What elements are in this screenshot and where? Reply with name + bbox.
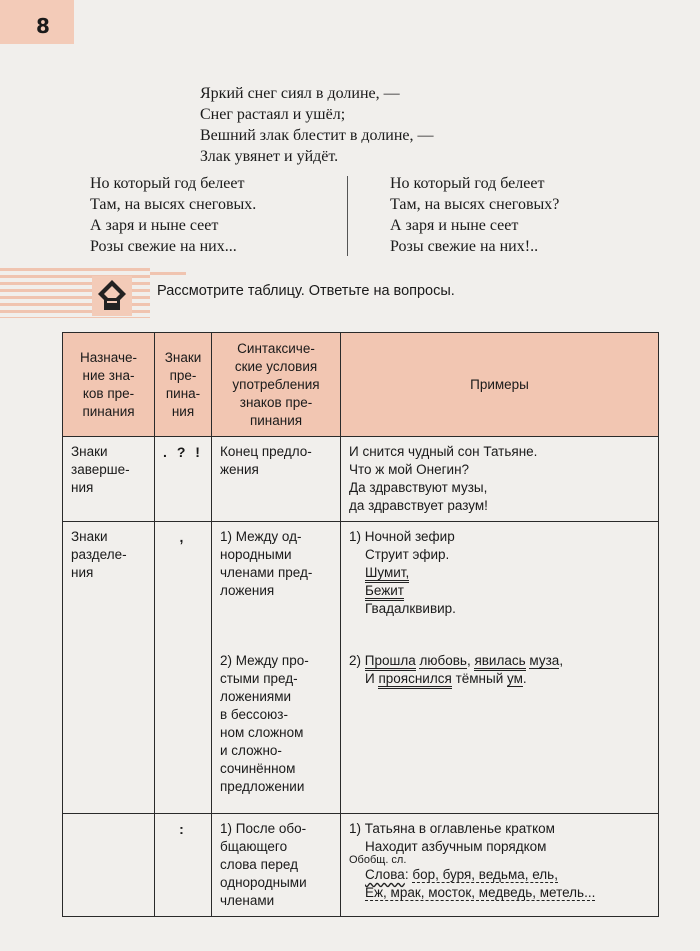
example-line: И снится чудный сон Татьяне. xyxy=(349,444,538,459)
example-line xyxy=(349,884,650,902)
example-line: Гвадалквивир. xyxy=(365,601,456,616)
cell-condition: 1) После обо- бщающего слова перед однородными членами xyxy=(212,814,341,917)
cell-condition: 2) Между про- стыми пред- ложениями в бессоюз- ном сложном и сложно- сочинённом предложении xyxy=(212,646,341,814)
cell-signs: : xyxy=(155,814,212,917)
poem-line: А заря и ныне сеет xyxy=(390,217,519,234)
example-line: Да здравствуют музы, xyxy=(349,480,488,495)
conjunction-word: И xyxy=(365,671,375,686)
header-examples: Примеры xyxy=(341,333,659,437)
cell-purpose: Знаки заверше- ния xyxy=(63,437,155,522)
example-line: 2) Прошла любовь, явилась муза, xyxy=(349,652,650,670)
predicate-word: Шумит, xyxy=(365,565,409,583)
punctuation-table xyxy=(62,332,659,917)
example-line: Слова: бор, буря, ведьма, ель, xyxy=(365,867,558,882)
cell-signs: . ? ! xyxy=(155,437,212,522)
example-line: И прояснился тёмный ум. xyxy=(349,670,650,688)
attribute-word: тёмный xyxy=(455,671,504,686)
poem-line: Злак увянет и уйдёт. xyxy=(200,148,339,165)
poem-line: Но который год белеет xyxy=(90,175,245,192)
poem-line: Но который год белеет xyxy=(390,175,545,192)
example-line xyxy=(349,564,650,582)
example-number: 2) xyxy=(349,653,362,668)
example-line: 1) Ночной зефир xyxy=(349,529,455,544)
header-purpose: Назначе- ние зна- ков пре- пинания xyxy=(63,333,155,437)
cell-example xyxy=(341,814,659,917)
cell-example xyxy=(341,437,659,522)
subject-word: любовь xyxy=(419,653,467,668)
example-line: да здравствует разум! xyxy=(349,498,488,513)
example-line: Что ж мой Онегин? xyxy=(349,462,470,477)
table-row xyxy=(63,522,659,647)
cell-example xyxy=(341,522,659,647)
poem-left xyxy=(90,173,256,257)
cell-example xyxy=(341,646,659,814)
cell-condition: Конец предло- жения xyxy=(212,437,341,522)
subject-word: муза xyxy=(529,653,560,668)
cell-signs: , xyxy=(155,522,212,814)
cell-purpose xyxy=(63,814,155,917)
poem-line: Там, на высях снеговых. xyxy=(90,196,257,213)
task-book-icon xyxy=(92,276,132,316)
header-conditions: Синтаксиче- ские условия употребления знаков пре- пинания xyxy=(212,333,341,437)
predicate-word: прояснился xyxy=(378,671,451,689)
cell-condition: 1) Между од- нородными членами пред- ложения xyxy=(212,522,341,647)
generalizing-word-label: Обобщ. сл. xyxy=(349,854,407,866)
poem-line: Снег растаял и ушёл; xyxy=(200,106,346,123)
poem-right xyxy=(390,173,559,257)
header-signs: Знаки пре- пина- ния xyxy=(155,333,212,437)
subject-word: ум xyxy=(507,671,523,686)
table-row xyxy=(63,437,659,522)
poem-line: Вешний злак блестит в долине, — xyxy=(200,127,434,144)
poem-divider xyxy=(347,176,348,256)
example-line: Струит эфир. xyxy=(365,547,450,562)
table-row xyxy=(63,814,659,917)
homogeneous-members: бор, буря, ведьма, ель, xyxy=(412,867,558,882)
example-line: Находит азбучным порядком xyxy=(365,839,547,854)
homogeneous-members: Еж, мрак, мосток, медведь, метель... xyxy=(365,885,596,900)
generalizing-word: Слова xyxy=(365,867,405,882)
table-header-row xyxy=(63,333,659,437)
poem-line: Яркий снег сиял в долине, — xyxy=(200,85,400,102)
predicate-word: Бежит xyxy=(365,583,404,601)
poem-line: Там, на высях снеговых? xyxy=(390,196,560,213)
poem-top xyxy=(200,83,434,167)
page-number: 8 xyxy=(36,14,50,38)
example-line: 1) Татьяна в оглавленье кратком xyxy=(349,821,555,836)
poem-line: А заря и ныне сеет xyxy=(90,217,219,234)
example-line xyxy=(349,582,650,600)
decorative-stripe-line xyxy=(150,272,186,275)
predicate-word: явилась xyxy=(474,653,525,671)
poem-line: Розы свежие на них!.. xyxy=(390,238,539,255)
cell-purpose: Знаки разделе- ния xyxy=(63,522,155,814)
poem-line: Розы свежие на них... xyxy=(90,238,237,255)
task-instruction: Рассмотрите таблицу. Ответьте на вопросы. xyxy=(157,283,455,299)
predicate-word: Прошла xyxy=(365,653,416,671)
